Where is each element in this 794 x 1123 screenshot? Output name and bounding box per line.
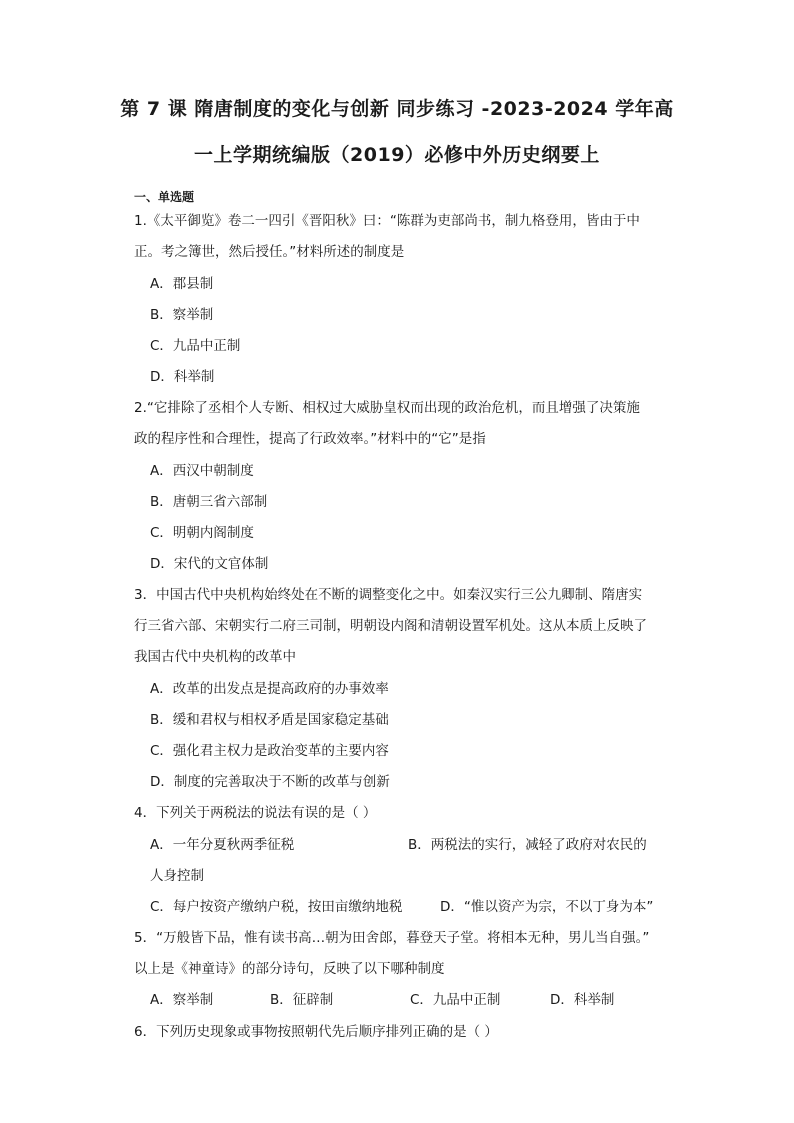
question-1-option-d: D．科举制 [150, 369, 215, 385]
question-1-option-a: A．郡县制 [150, 276, 214, 292]
question-3-text-cont: 行三省六部、宋朝实行二府三司制，明朝设内阁和清朝设置军机处。这从本质上反映了 [134, 618, 647, 634]
question-4-text: 4．下列关于两税法的说法有误的是（ ） [134, 805, 377, 821]
question-2-option-b: B．唐朝三省六部制 [150, 494, 268, 510]
question-3-option-a: A．改革的出发点是提高政府的办事效率 [150, 681, 389, 697]
question-1-option-c: C．九品中正制 [150, 338, 241, 354]
question-3-option-d: D．制度的完善取决于不断的改革与创新 [150, 774, 390, 790]
question-2-option-a: A．西汉中朝制度 [150, 463, 254, 479]
question-1-text: 1.《太平御览》卷二一四引《晋阳秋》曰：“陈群为吏部尚书，制九格登用，皆由于中 [134, 213, 640, 229]
question-4-option-a: A．一年分夏秋两季征税 [150, 837, 295, 853]
question-4-option-b: B．两税法的实行，减轻了政府对农民的 [408, 837, 647, 853]
question-2-option-d: D．宋代的文官体制 [150, 556, 269, 572]
section-heading: 一、单选题 [134, 190, 195, 204]
page-title-line-2: 一上学期统编版（2019）必修中外历史纲要上 [194, 144, 600, 166]
question-5-option-a: A．察举制 [150, 992, 214, 1008]
question-5-option-c: C．九品中正制 [410, 992, 501, 1008]
question-3-option-b: B．缓和君权与相权矛盾是国家稳定基础 [150, 712, 389, 728]
question-5-text: 5．“万般皆下品，惟有读书高…朝为田舍郎，暮登天子堂。将相本无种，男儿当自强。” [134, 930, 650, 946]
page-title-line-1: 第 7 课 隋唐制度的变化与创新 同步练习 -2023-2024 学年高 [120, 98, 674, 120]
question-6-text: 6．下列历史现象或事物按照朝代先后顺序排列正确的是（ ） [134, 1024, 498, 1040]
question-2-text-cont: 政的程序性和合理性，提高了行政效率。”材料中的“它”是指 [134, 431, 486, 447]
question-4-option-c: C．每户按资产缴纳户税，按田亩缴纳地税 [150, 899, 403, 915]
question-2-text: 2.“它排除了丞相个人专断、相权过大威胁皇权而出现的政治危机，而且增强了决策施 [134, 400, 640, 416]
question-1-text-cont: 正。考之簿世，然后授任。”材料所述的制度是 [134, 244, 405, 260]
question-2-option-c: C．明朝内阁制度 [150, 525, 254, 541]
question-5-text-cont: 以上是《神童诗》的部分诗句，反映了以下哪种制度 [134, 961, 445, 977]
question-1-option-b: B．察举制 [150, 307, 214, 323]
question-4-option-b-cont: 人身控制 [150, 868, 204, 884]
question-4-option-d: D．“惟以资产为宗，不以丁身为本” [440, 899, 654, 915]
question-3-option-c: C．强化君主权力是政治变革的主要内容 [150, 743, 389, 759]
question-5-option-d: D．科举制 [550, 992, 615, 1008]
question-5-option-b: B．征辟制 [270, 992, 334, 1008]
question-3-text-cont-2: 我国古代中央机构的改革中 [134, 649, 296, 665]
question-3-text: 3．中国古代中央机构始终处在不断的调整变化之中。如秦汉实行三公九卿制、隋唐实 [134, 587, 643, 603]
